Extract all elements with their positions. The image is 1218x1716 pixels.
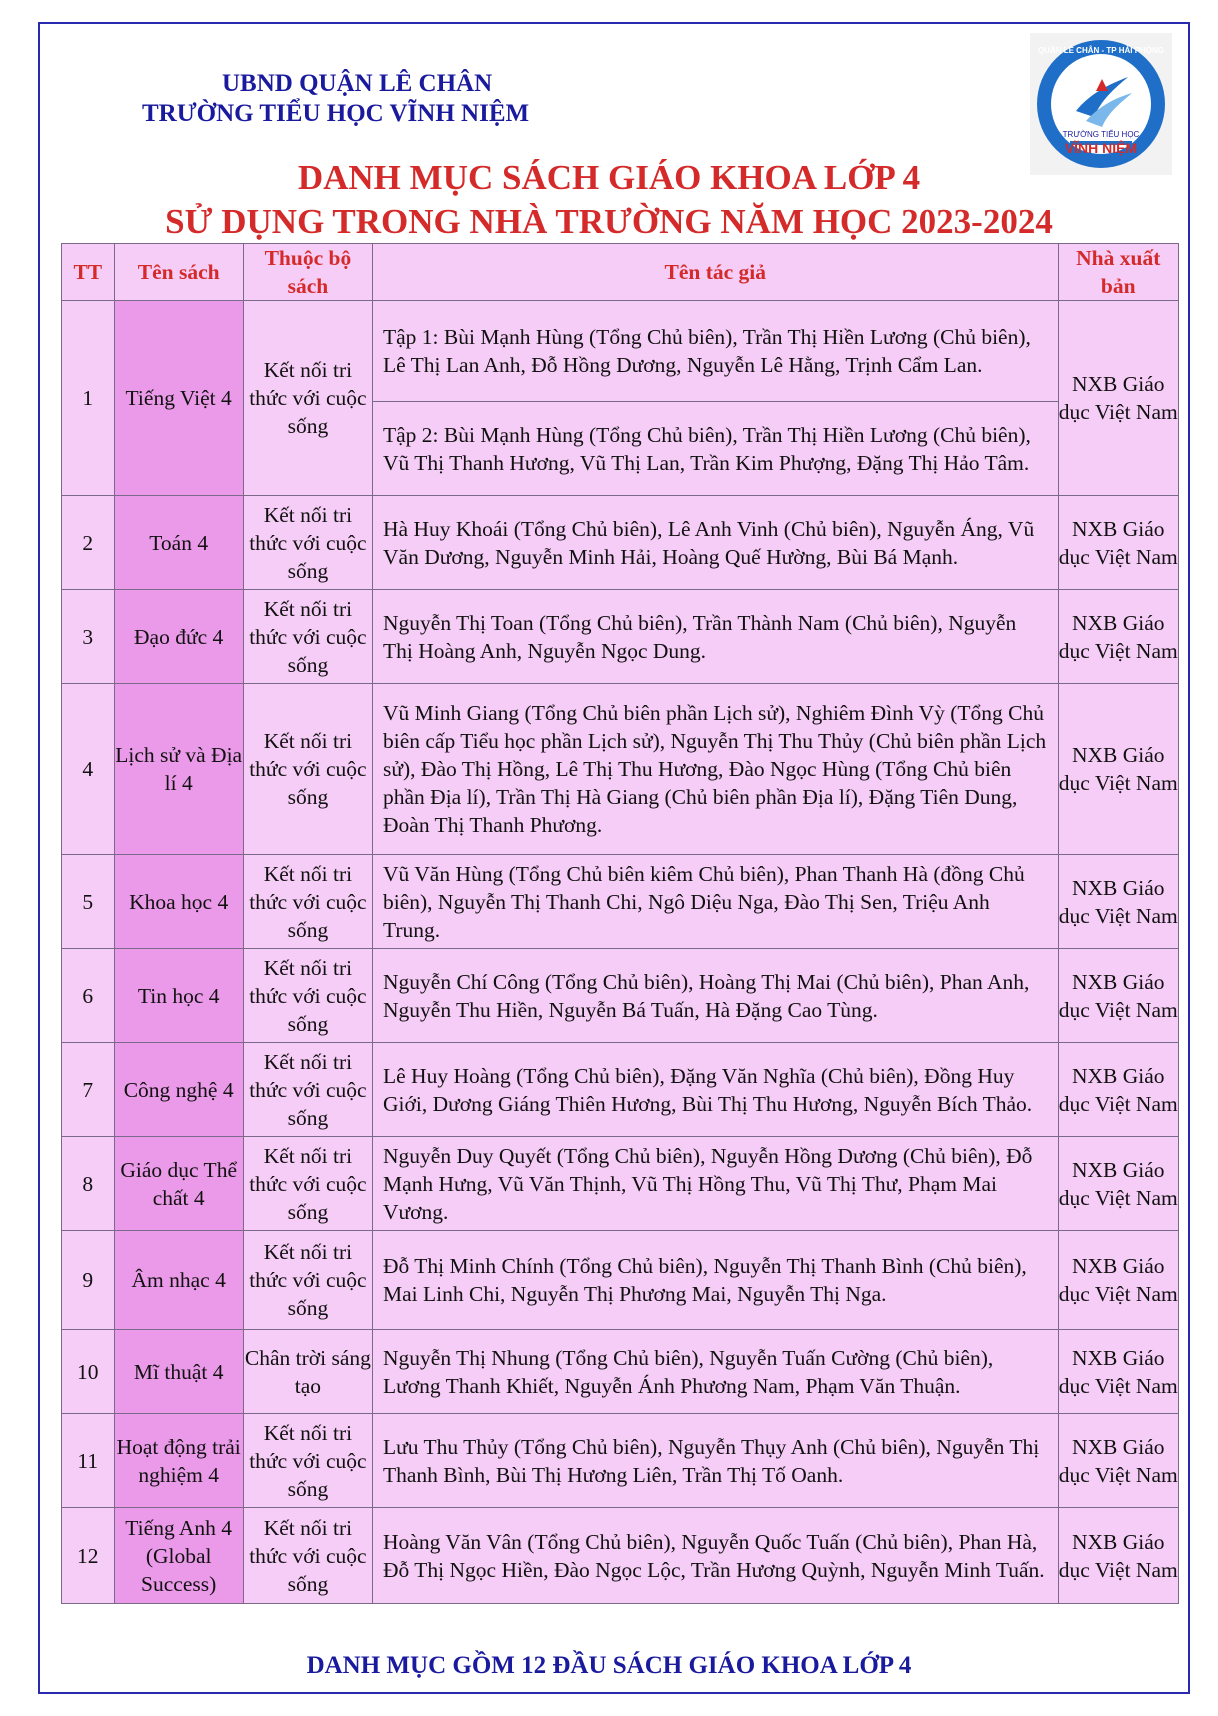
col-header-tac-gia: Tên tác giả <box>373 244 1059 301</box>
cell-ten-sach: Lịch sử và Địa lí 4 <box>114 684 243 855</box>
cell-nxb: NXB Giáo dục Việt Nam <box>1058 1043 1178 1137</box>
cell-tt: 1 <box>62 301 115 496</box>
cell-nxb: NXB Giáo dục Việt Nam <box>1058 949 1178 1043</box>
cell-nxb: NXB Giáo dục Việt Nam <box>1058 684 1178 855</box>
org-line-2: TRƯỜNG TIỂU HỌC VĨNH NIỆM <box>142 100 530 127</box>
table-row <box>62 496 1179 590</box>
cell-tac-gia: Hoàng Văn Vân (Tổng Chủ biên), Nguyễn Quốc Tuấn (Chủ biên), Phan Hà, Đỗ Thị Ngọc Hiền, Đào Ngọc Lộc, Trần Hương Quỳnh, Nguyễn Minh Tuấn. <box>373 1508 1059 1604</box>
cell-tt: 10 <box>62 1330 115 1414</box>
cell-tac-gia: Tập 1: Bùi Mạnh Hùng (Tổng Chủ biên), Trần Thị Hiền Lương (Chủ biên), Lê Thị Lan Anh, Đỗ Hồng Dương, Nguyễn Lê Hằng, Trịnh Cẩm Lan. <box>373 301 1059 402</box>
cell-nxb: NXB Giáo dục Việt Nam <box>1058 496 1178 590</box>
school-logo <box>1030 33 1172 175</box>
cell-tac-gia: Tập 2: Bùi Mạnh Hùng (Tổng Chủ biên), Trần Thị Hiền Lương (Chủ biên), Vũ Thị Thanh Hương, Vũ Thị Lan, Trần Kim Phượng, Đặng Thị Hảo Tâm. <box>373 402 1059 496</box>
table-header-row <box>62 244 1179 301</box>
table-row <box>62 1508 1179 1604</box>
cell-tac-gia: Hà Huy Khoái (Tổng Chủ biên), Lê Anh Vinh (Chủ biên), Nguyễn Áng, Vũ Văn Dương, Nguyễn Minh Hải, Hoàng Quế Hường, Bùi Bá Mạnh. <box>373 496 1059 590</box>
cell-ten-sach: Mĩ thuật 4 <box>114 1330 243 1414</box>
cell-ten-sach: Giáo dục Thể chất 4 <box>114 1137 243 1231</box>
doc-title-line-2: SỬ DỤNG TRONG NHÀ TRƯỜNG NĂM HỌC 2023-2024 <box>165 202 1053 241</box>
cell-tac-gia: Lưu Thu Thủy (Tổng Chủ biên), Nguyễn Thụy Anh (Chủ biên), Nguyễn Thị Thanh Bình, Bùi Thị Hương Liên, Trần Thị Tố Oanh. <box>373 1414 1059 1508</box>
cell-tac-gia: Nguyễn Chí Công (Tổng Chủ biên), Hoàng Thị Mai (Chủ biên), Phan Anh, Nguyễn Thu Hiền, Nguyễn Bá Tuấn, Hà Đặng Cao Tùng. <box>373 949 1059 1043</box>
cell-ten-sach: Tiếng Anh 4 (Global Success) <box>114 1508 243 1604</box>
cell-bo-sach: Kết nối tri thức với cuộc sống <box>243 301 372 496</box>
cell-bo-sach: Kết nối tri thức với cuộc sống <box>243 684 372 855</box>
logo-top-text: QUẬN LÊ CHÂN - TP HẢI PHÒNG <box>1037 46 1165 55</box>
cell-tt: 2 <box>62 496 115 590</box>
cell-tac-gia: Vũ Văn Hùng (Tổng Chủ biên kiêm Chủ biên), Phan Thanh Hà (đồng Chủ biên), Nguyễn Thị Thanh Chi, Ngô Diệu Nga, Đào Thị Sen, Triệu Anh Trung. <box>373 855 1059 949</box>
col-header-bo-sach: Thuộc bộ sách <box>243 244 372 301</box>
cell-tt: 7 <box>62 1043 115 1137</box>
cell-tt: 5 <box>62 855 115 949</box>
cell-tt: 8 <box>62 1137 115 1231</box>
logo-small-text: TRƯỜNG TIỂU HỌC <box>1062 130 1140 139</box>
table-row <box>62 1414 1179 1508</box>
cell-nxb: NXB Giáo dục Việt Nam <box>1058 301 1178 496</box>
cell-tac-gia: Nguyễn Duy Quyết (Tổng Chủ biên), Nguyễn Hồng Dương (Chủ biên), Đỗ Mạnh Hưng, Vũ Văn Thịnh, Vũ Thị Hồng Thu, Vũ Thị Thư, Phạm Mai Vương. <box>373 1137 1059 1231</box>
col-header-ten-sach: Tên sách <box>114 244 243 301</box>
table-row <box>62 1043 1179 1137</box>
cell-tt: 9 <box>62 1231 115 1330</box>
cell-ten-sach: Hoạt động trải nghiệm 4 <box>114 1414 243 1508</box>
cell-ten-sach: Toán 4 <box>114 496 243 590</box>
cell-nxb: NXB Giáo dục Việt Nam <box>1058 1414 1178 1508</box>
cell-tt: 11 <box>62 1414 115 1508</box>
table-row <box>62 1330 1179 1414</box>
textbook-table <box>61 243 1179 1604</box>
cell-tt: 6 <box>62 949 115 1043</box>
cell-bo-sach: Chân trời sáng tạo <box>243 1330 372 1414</box>
cell-nxb: NXB Giáo dục Việt Nam <box>1058 1231 1178 1330</box>
logo-name: VĨNH NIỆM <box>1064 140 1138 156</box>
table-row <box>62 301 1179 402</box>
cell-nxb: NXB Giáo dục Việt Nam <box>1058 1137 1178 1231</box>
cell-tt: 4 <box>62 684 115 855</box>
cell-bo-sach: Kết nối tri thức với cuộc sống <box>243 1043 372 1137</box>
cell-bo-sach: Kết nối tri thức với cuộc sống <box>243 949 372 1043</box>
cell-ten-sach: Âm nhạc 4 <box>114 1231 243 1330</box>
table-row <box>62 590 1179 684</box>
table-row <box>62 1137 1179 1231</box>
cell-nxb: NXB Giáo dục Việt Nam <box>1058 590 1178 684</box>
cell-tt: 12 <box>62 1508 115 1604</box>
cell-bo-sach: Kết nối tri thức với cuộc sống <box>243 855 372 949</box>
table-row <box>62 855 1179 949</box>
table-body <box>62 301 1179 1604</box>
org-line-1: UBND QUẬN LÊ CHÂN <box>222 70 493 97</box>
cell-tac-gia: Lê Huy Hoàng (Tổng Chủ biên), Đặng Văn Nghĩa (Chủ biên), Đồng Huy Giới, Dương Giáng Thiên Hương, Bùi Thị Thu Hương, Nguyễn Bích Thảo. <box>373 1043 1059 1137</box>
cell-bo-sach: Kết nối tri thức với cuộc sống <box>243 590 372 684</box>
cell-tac-gia: Nguyễn Thị Nhung (Tổng Chủ biên), Nguyễn Tuấn Cường (Chủ biên), Lương Thanh Khiết, Nguyễn Ánh Phương Nam, Phạm Văn Thuận. <box>373 1330 1059 1414</box>
doc-title-line-1: DANH MỤC SÁCH GIÁO KHOA LỚP 4 <box>297 158 921 197</box>
cell-tac-gia: Đỗ Thị Minh Chính (Tổng Chủ biên), Nguyễn Thị Thanh Bình (Chủ biên), Mai Linh Chi, Nguyễn Thị Phương Mai, Nguyễn Thị Nga. <box>373 1231 1059 1330</box>
cell-bo-sach: Kết nối tri thức với cuộc sống <box>243 1508 372 1604</box>
cell-tt: 3 <box>62 590 115 684</box>
cell-bo-sach: Kết nối tri thức với cuộc sống <box>243 1414 372 1508</box>
cell-ten-sach: Tiếng Việt 4 <box>114 301 243 496</box>
cell-nxb: NXB Giáo dục Việt Nam <box>1058 1508 1178 1604</box>
cell-bo-sach: Kết nối tri thức với cuộc sống <box>243 496 372 590</box>
cell-nxb: NXB Giáo dục Việt Nam <box>1058 1330 1178 1414</box>
table-row <box>62 949 1179 1043</box>
table-row <box>62 1231 1179 1330</box>
cell-bo-sach: Kết nối tri thức với cuộc sống <box>243 1231 372 1330</box>
table-row <box>62 684 1179 855</box>
cell-tac-gia: Nguyễn Thị Toan (Tổng Chủ biên), Trần Thành Nam (Chủ biên), Nguyễn Thị Hoàng Anh, Nguyễn Ngọc Dung. <box>373 590 1059 684</box>
cell-tac-gia: Vũ Minh Giang (Tổng Chủ biên phần Lịch sử), Nghiêm Đình Vỳ (Tổng Chủ biên cấp Tiểu học phần Lịch sử), Nguyễn Thị Thu Thủy (Chủ biên phần Lịch sử), Đào Thị Hồng, Lê Thị Thu Hương, Đào Ngọc Hùng (Tổng Chủ biên phần Địa lí), Trần Thị Hà Giang (Chủ biên phần Địa lí), Đặng Tiên Dung, Đoàn Thị Thanh Phương. <box>373 684 1059 855</box>
col-header-nxb: Nhà xuất bản <box>1058 244 1178 301</box>
cell-bo-sach: Kết nối tri thức với cuộc sống <box>243 1137 372 1231</box>
col-header-tt: TT <box>62 244 115 301</box>
cell-ten-sach: Công nghệ 4 <box>114 1043 243 1137</box>
cell-ten-sach: Khoa học 4 <box>114 855 243 949</box>
footer-summary: DANH MỤC GỒM 12 ĐẦU SÁCH GIÁO KHOA LỚP 4 <box>306 1652 912 1679</box>
cell-nxb: NXB Giáo dục Việt Nam <box>1058 855 1178 949</box>
cell-ten-sach: Tin học 4 <box>114 949 243 1043</box>
cell-ten-sach: Đạo đức 4 <box>114 590 243 684</box>
